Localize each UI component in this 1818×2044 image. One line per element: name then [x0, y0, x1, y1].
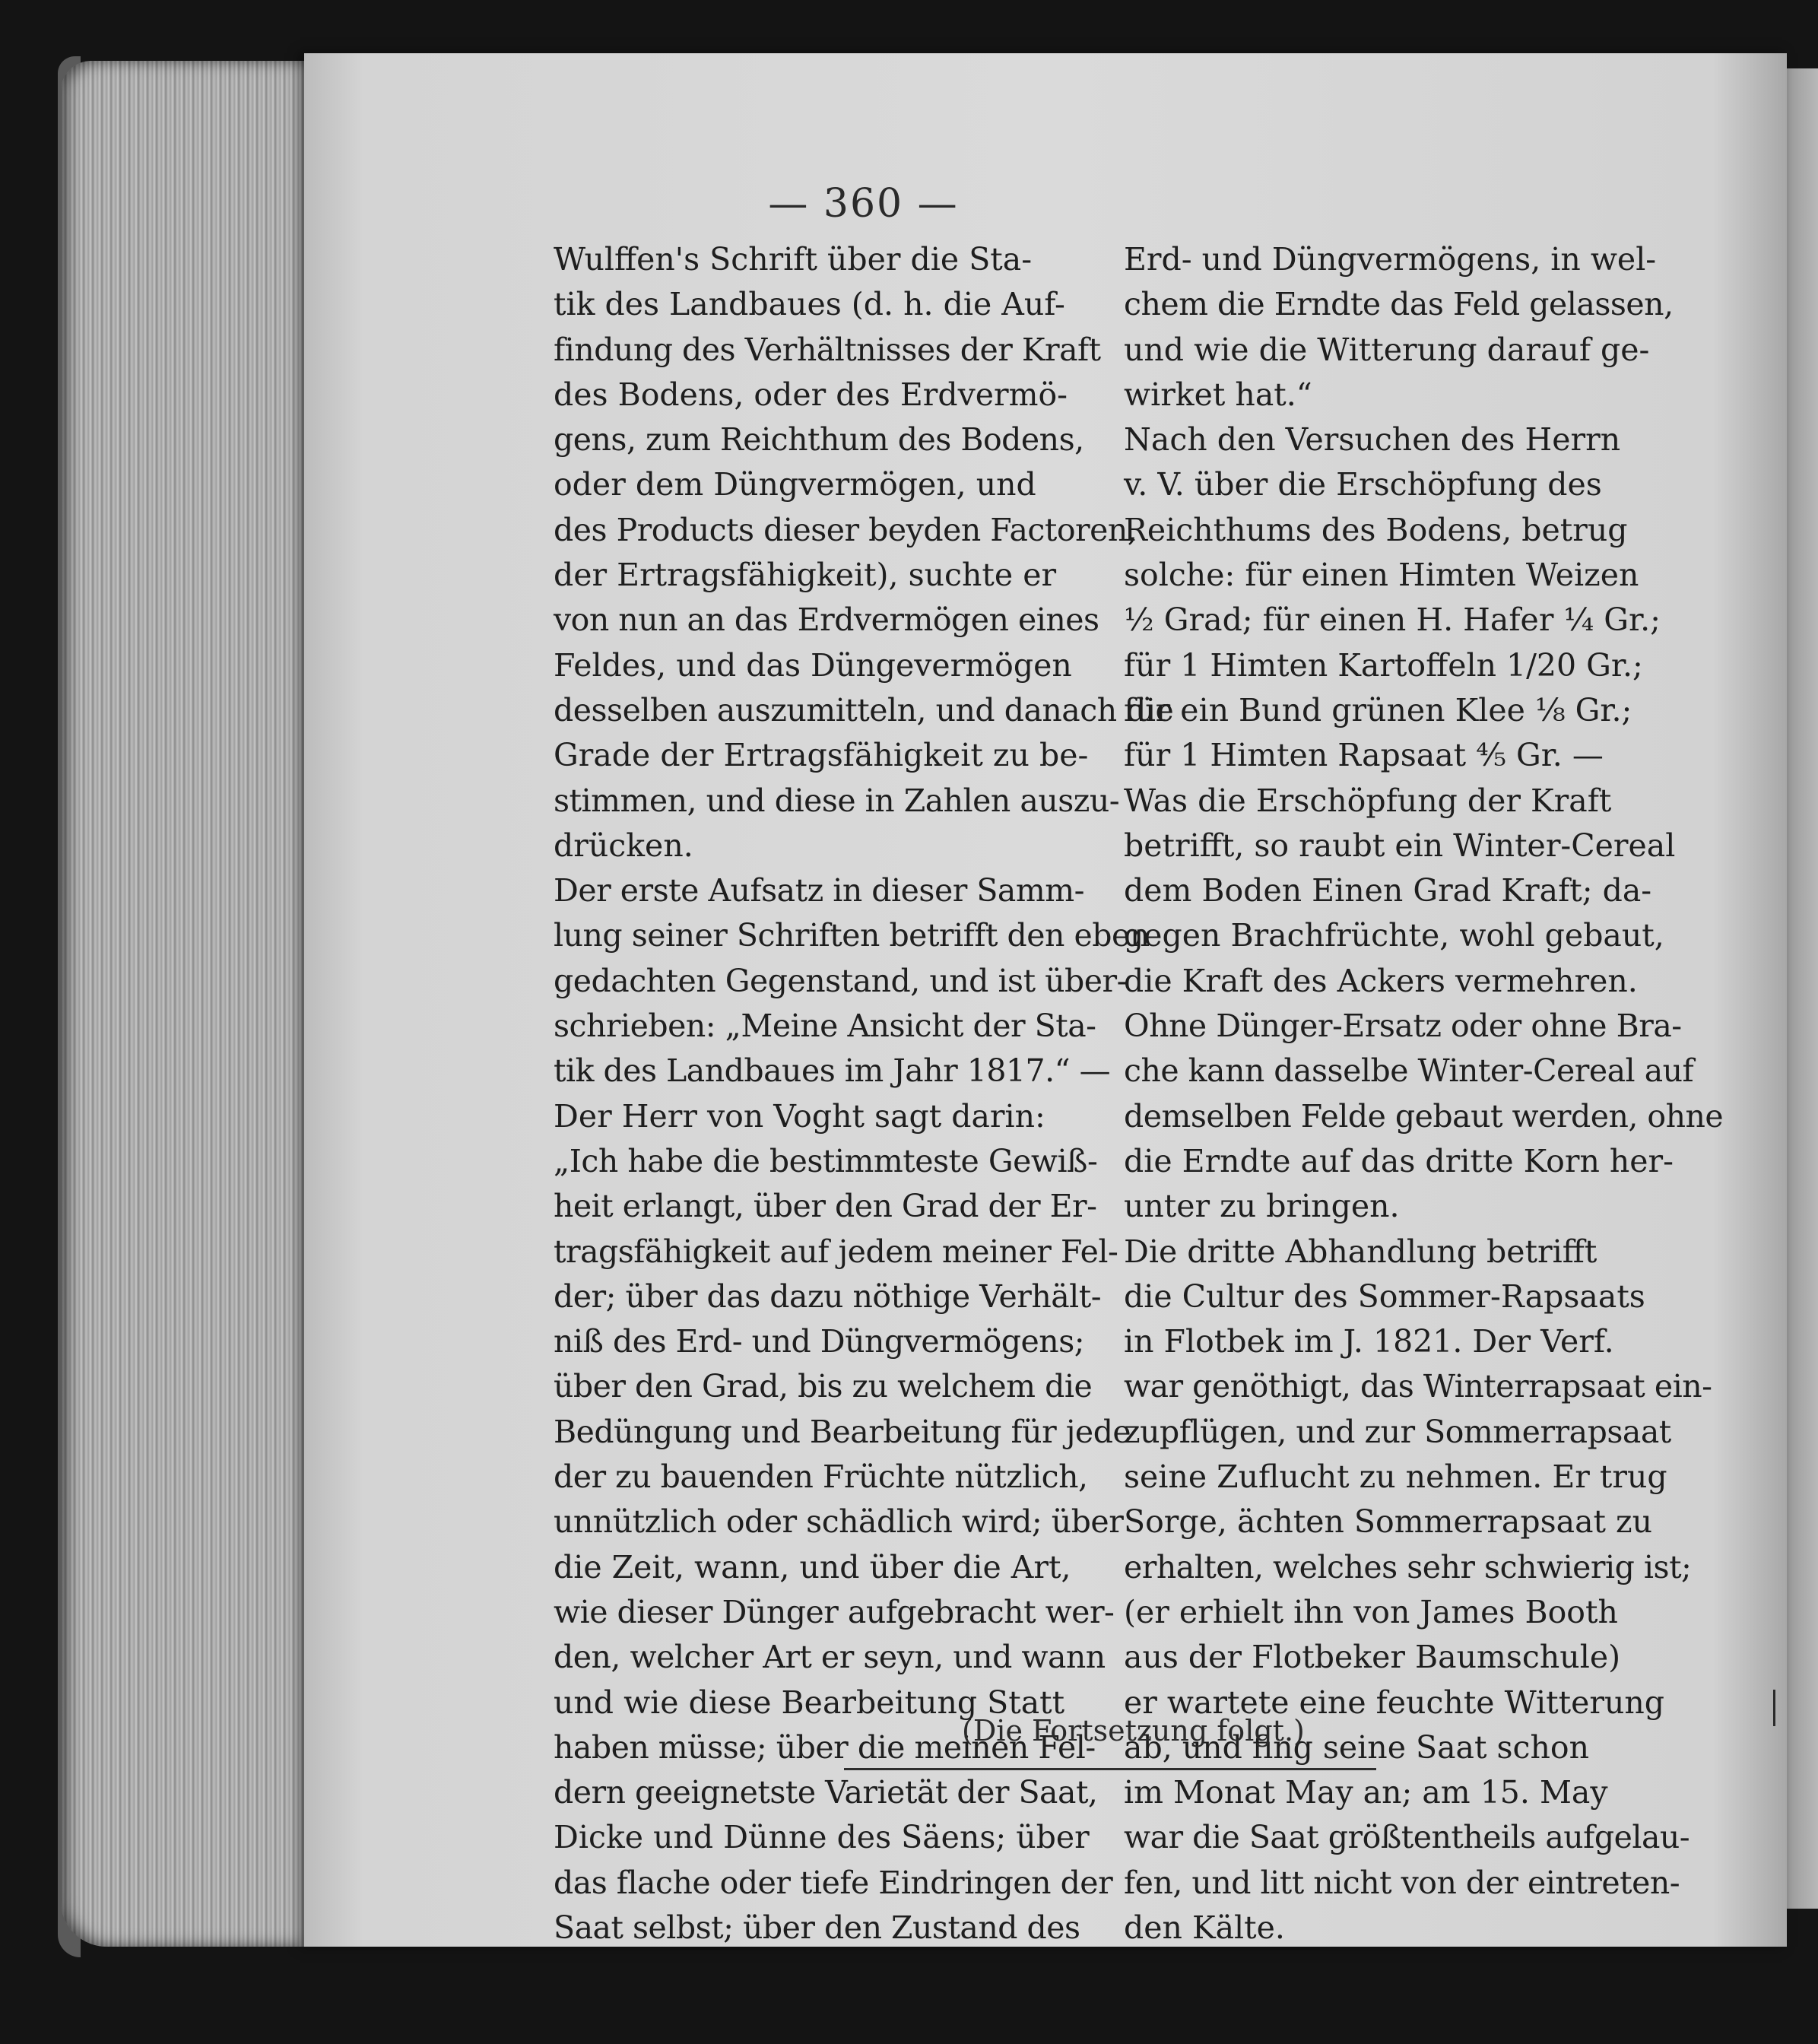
text-line: die Erndte auf das dritte Korn her-: [1124, 1142, 1674, 1179]
text-line: war die Saat größtentheils aufgelau-: [1124, 1819, 1690, 1856]
text-line: Was die Erschöpfung der Kraft: [1124, 782, 1612, 819]
text-line: stimmen, und diese in Zahlen auszu-: [554, 782, 1120, 819]
text-line: für 1 Himten Kartoffeln 1/20 Gr.;: [1124, 646, 1643, 684]
text-line: für 1 Himten Rapsaat ⅘ Gr. —: [1124, 737, 1604, 774]
page-edges-stack: [61, 61, 335, 1947]
text-line: den, welcher Art er seyn, und wann: [554, 1639, 1106, 1676]
right-text-column: [1124, 237, 1724, 1950]
continuation-note: (Die Fortsetzung folgt.): [962, 1714, 1305, 1747]
text-line: „Ich habe die bestimmteste Gewiß-: [554, 1142, 1098, 1179]
text-line: wie dieser Dünger aufgebracht wer-: [554, 1593, 1115, 1630]
text-line: ½ Grad; für einen H. Hafer ¼ Gr.;: [1124, 601, 1661, 639]
text-line: des Bodens, oder des Erdvermö-: [554, 376, 1068, 413]
page-number: — 360 —: [768, 181, 959, 227]
text-line: wirket hat.“: [1124, 376, 1312, 413]
text-line: fen, und litt nicht von der eintreten-: [1124, 1864, 1680, 1901]
text-line: gedachten Gegenstand, und ist über-: [554, 962, 1127, 999]
text-line: für ein Bund grünen Klee ⅛ Gr.;: [1124, 691, 1632, 728]
text-line: Grade der Ertragsfähigkeit zu be-: [554, 737, 1089, 774]
text-line: gegen Brachfrüchte, wohl gebaut,: [1124, 917, 1664, 954]
text-line: Sorge, ächten Sommerrapsaat zu: [1124, 1503, 1653, 1541]
text-line: Nach den Versuchen des Herrn: [1124, 421, 1621, 459]
text-line: chem die Erndte das Feld gelassen,: [1124, 286, 1674, 323]
text-line: che kann dasselbe Winter-Cereal auf: [1124, 1052, 1694, 1090]
text-line: oder dem Düngvermögen, und: [554, 466, 1036, 503]
text-line: Reichthums des Bodens, betrug: [1124, 511, 1628, 548]
text-line: über den Grad, bis zu welchem die: [554, 1368, 1093, 1405]
text-line: Ohne Dünger-Ersatz oder ohne Bra-: [1124, 1008, 1682, 1045]
text-line: schrieben: „Meine Ansicht der Sta-: [554, 1008, 1096, 1045]
text-line: findung des Verhältnisses der Kraft: [554, 331, 1101, 368]
text-line: Bedüngung und Bearbeitung für jede: [554, 1413, 1131, 1450]
text-line: lung seiner Schriften betrifft den eben: [554, 917, 1150, 954]
text-line: haben müsse; über die meinen Fel-: [554, 1728, 1096, 1766]
text-line: unnützlich oder schädlich wird; über: [554, 1503, 1124, 1541]
text-line: Feldes, und das Düngevermögen: [554, 646, 1072, 684]
text-line: v. V. über die Erschöpfung des: [1124, 466, 1602, 503]
text-line: der Ertragsfähigkeit), suchte er: [554, 557, 1057, 594]
text-line: dern geeignetste Varietät der Saat,: [554, 1774, 1098, 1811]
text-line: der; über das dazu nöthige Verhält-: [554, 1278, 1102, 1315]
text-line: seine Zuflucht zu nehmen. Er trug: [1124, 1458, 1667, 1496]
text-line: im Monat May an; am 15. May: [1124, 1774, 1608, 1811]
text-line: Die dritte Abhandlung betrifft: [1124, 1233, 1597, 1270]
text-line: heit erlangt, über den Grad der Er-: [554, 1188, 1097, 1225]
text-line: drücken.: [554, 827, 693, 864]
text-line: niß des Erd- und Düngvermögens;: [554, 1323, 1085, 1360]
text-line: Saat selbst; über den Zustand des: [554, 1909, 1080, 1946]
text-line: er wartete eine feuchte Witterung: [1124, 1684, 1665, 1721]
text-line: tragsfähigkeit auf jedem meiner Fel-: [554, 1233, 1118, 1270]
text-line: das flache oder tiefe Eindringen der: [554, 1864, 1113, 1901]
text-line: war genöthigt, das Winterrapsaat ein-: [1124, 1368, 1712, 1405]
text-line: Der Herr von Voght sagt darin:: [554, 1097, 1045, 1135]
text-line: aus der Flotbeker Baumschule): [1124, 1639, 1621, 1676]
text-line: die Zeit, wann, und über die Art,: [554, 1548, 1071, 1585]
text-line: erhalten, welches sehr schwierig ist;: [1124, 1548, 1692, 1585]
text-line: zupflügen, und zur Sommerrapsaat: [1124, 1413, 1671, 1450]
text-line: die Kraft des Ackers vermehren.: [1124, 962, 1638, 999]
text-line: (er erhielt ihn von James Booth: [1124, 1593, 1618, 1630]
text-line: der zu bauenden Früchte nützlich,: [554, 1458, 1088, 1496]
text-line: von nun an das Erdvermögen eines: [554, 601, 1099, 639]
text-line: demselben Felde gebaut werden, ohne: [1124, 1097, 1724, 1135]
text-line: Der erste Aufsatz in dieser Samm-: [554, 872, 1084, 909]
text-line: tik des Landbaues (d. h. die Auf-: [554, 286, 1065, 323]
page-edge-mark: [1773, 1690, 1775, 1726]
text-line: ab, und fing seine Saat schon: [1124, 1728, 1589, 1766]
text-line: desselben auszumitteln, und danach die: [554, 691, 1174, 728]
text-line: solche: für einen Himten Weizen: [1124, 557, 1639, 594]
text-line: die Cultur des Sommer-Rapsaats: [1124, 1278, 1645, 1315]
text-line: tik des Landbaues im Jahr 1817.“ —: [554, 1052, 1111, 1090]
text-line: Erd- und Düngvermögens, in wel-: [1124, 241, 1657, 278]
text-line: unter zu bringen.: [1124, 1188, 1400, 1225]
text-line: des Products dieser beyden Factoren,: [554, 511, 1137, 548]
end-rule: [844, 1768, 1376, 1770]
page-number-header: [0, 181, 1818, 227]
text-line: und wie die Witterung darauf ge-: [1124, 331, 1650, 368]
text-line: Dicke und Dünne des Säens; über: [554, 1819, 1090, 1856]
text-line: und wie diese Bearbeitung Statt: [554, 1684, 1065, 1721]
text-line: den Kälte.: [1124, 1909, 1285, 1946]
text-line: betrifft, so raubt ein Winter-Cereal: [1124, 827, 1676, 864]
text-line: Wulffen's Schrift über die Sta-: [554, 241, 1033, 278]
text-line: gens, zum Reichthum des Bodens,: [554, 421, 1084, 459]
text-line: dem Boden Einen Grad Kraft; da-: [1124, 872, 1652, 909]
text-line: in Flotbek im J. 1821. Der Verf.: [1124, 1323, 1614, 1360]
